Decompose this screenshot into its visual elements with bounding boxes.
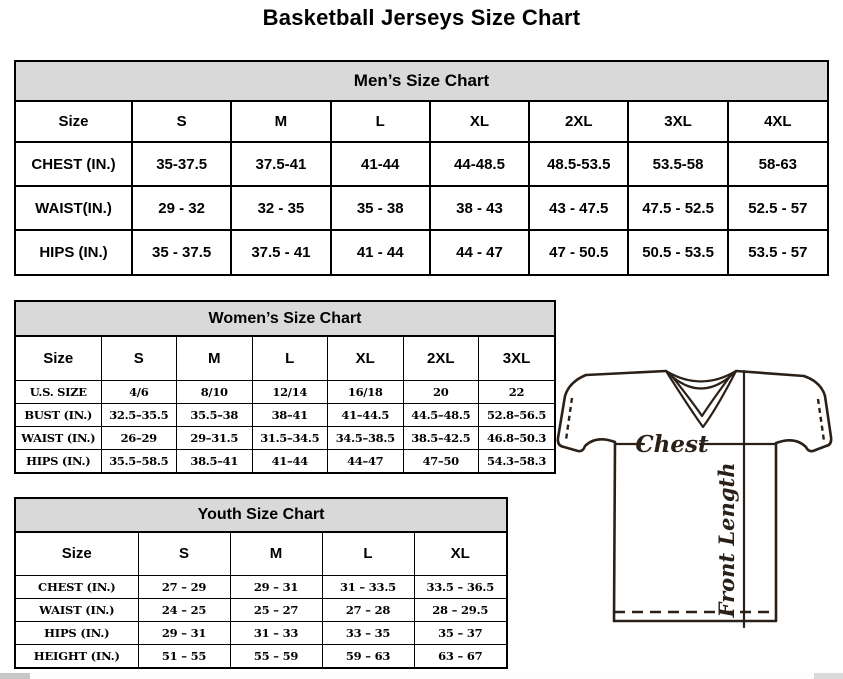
cell-value: 26–29 [101,426,177,449]
cell-value: 25 – 27 [230,598,322,621]
row-label: HIPS (IN.) [16,230,132,274]
cell-value: 46.8–50.3 [479,426,555,449]
jersey-outline [558,371,831,621]
row-label: CHEST (IN.) [16,575,138,598]
cell-value: 29 – 31 [230,575,322,598]
cell-value: 4/6 [101,380,177,403]
jersey-icon [552,358,836,636]
cell-value: 27 – 29 [138,575,230,598]
cell-value: 35 - 38 [331,186,430,230]
column-header: 4XL [728,102,827,142]
cell-value: 33 – 35 [322,621,414,644]
cell-value: 41-44 [331,142,430,186]
cell-value: 41–44 [252,449,328,472]
womens-chart-title: Women’s Size Chart [16,302,554,337]
cell-value: 38–41 [252,403,328,426]
cell-value: 43 - 47.5 [529,186,628,230]
youth-chart-title: Youth Size Chart [16,499,506,533]
row-label: WAIST (IN.) [16,598,138,621]
table-row [16,380,554,403]
table-row [16,403,554,426]
youth-size-chart [14,497,508,669]
cell-value: 44-48.5 [430,142,529,186]
column-header: Size [16,337,101,380]
cell-value: 32.5–35.5 [101,403,177,426]
header-row [16,337,554,380]
cell-value: 33.5 – 36.5 [414,575,506,598]
column-header: M [177,337,253,380]
mens-size-chart [14,60,829,276]
cell-value: 41 - 44 [331,230,430,274]
row-label: BUST (IN.) [16,403,101,426]
table-row [16,142,827,186]
cell-value: 35 – 37 [414,621,506,644]
cell-value: 47–50 [403,449,479,472]
page-title: Basketball Jerseys Size Chart [262,5,581,30]
scrollbar-thumb[interactable] [0,673,30,679]
scrollbar-end-cap [814,673,843,679]
column-header: 3XL [479,337,555,380]
row-label: U.S. SIZE [16,380,101,403]
column-header: 3XL [628,102,727,142]
cell-value: 38 - 43 [430,186,529,230]
front-length-label: Front Length [714,462,739,618]
row-label: HIPS (IN.) [16,449,101,472]
cell-value: 35.5–58.5 [101,449,177,472]
column-header: 2XL [403,337,479,380]
table-row [16,230,827,274]
cell-value: 63 – 67 [414,644,506,667]
table-row [16,186,827,230]
column-header: L [322,533,414,575]
cell-value: 12/14 [252,380,328,403]
cell-value: 44.5–48.5 [403,403,479,426]
cell-value: 8/10 [177,380,253,403]
cell-value: 29–31.5 [177,426,253,449]
cell-value: 35.5–38 [177,403,253,426]
cell-value: 32 - 35 [231,186,330,230]
cell-value: 22 [479,380,555,403]
cell-value: 24 – 25 [138,598,230,621]
cell-value: 35-37.5 [132,142,231,186]
cell-value: 47.5 - 52.5 [628,186,727,230]
column-header: S [101,337,177,380]
cell-value: 50.5 - 53.5 [628,230,727,274]
cell-value: 52.8–56.5 [479,403,555,426]
cell-value: 54.3–58.3 [479,449,555,472]
cell-value: 37.5 - 41 [231,230,330,274]
column-header: XL [328,337,404,380]
column-header: XL [430,102,529,142]
cell-value: 41–44.5 [328,403,404,426]
cell-value: 20 [403,380,479,403]
mens-chart-title: Men’s Size Chart [16,62,827,102]
cell-value: 53.5 - 57 [728,230,827,274]
cell-value: 37.5-41 [231,142,330,186]
column-header: S [138,533,230,575]
cell-value: 35 - 37.5 [132,230,231,274]
cell-value: 44–47 [328,449,404,472]
column-header: L [331,102,430,142]
right-cuff-dashes [818,399,824,441]
column-header: XL [414,533,506,575]
womens-size-table [16,337,554,472]
cell-value: 53.5-58 [628,142,727,186]
cell-value: 28 – 29.5 [414,598,506,621]
table-row [16,644,506,667]
cell-value: 58-63 [728,142,827,186]
table-row [16,449,554,472]
column-header: M [231,102,330,142]
table-row [16,426,554,449]
cell-value: 27 – 28 [322,598,414,621]
cell-value: 38.5–42.5 [403,426,479,449]
cell-value: 16/18 [328,380,404,403]
cell-value: 34.5–38.5 [328,426,404,449]
row-label: HIPS (IN.) [16,621,138,644]
horizontal-scrollbar[interactable] [0,672,843,679]
cell-value: 29 - 32 [132,186,231,230]
cell-value: 52.5 - 57 [728,186,827,230]
cell-value: 55 – 59 [230,644,322,667]
cell-value: 31 – 33.5 [322,575,414,598]
row-label: WAIST(IN.) [16,186,132,230]
column-header: M [230,533,322,575]
left-cuff-dashes [566,398,572,440]
row-label: WAIST (IN.) [16,426,101,449]
cell-value: 59 – 63 [322,644,414,667]
row-label: HEIGHT (IN.) [16,644,138,667]
table-row [16,598,506,621]
column-header: S [132,102,231,142]
header-row [16,533,506,575]
cell-value: 31 – 33 [230,621,322,644]
cell-value: 29 – 31 [138,621,230,644]
jersey-measurement-diagram [552,358,836,636]
column-header: Size [16,533,138,575]
row-label: CHEST (IN.) [16,142,132,186]
cell-value: 44 - 47 [430,230,529,274]
cell-value: 47 - 50.5 [529,230,628,274]
cell-value: 51 – 55 [138,644,230,667]
cell-value: 48.5-53.5 [529,142,628,186]
column-header: Size [16,102,132,142]
cell-value: 38.5–41 [177,449,253,472]
table-row [16,575,506,598]
header-row [16,102,827,142]
column-header: 2XL [529,102,628,142]
chest-label: Chest [635,431,709,458]
column-header: L [252,337,328,380]
youth-size-table [16,533,506,667]
cell-value: 31.5–34.5 [252,426,328,449]
womens-size-chart [14,300,556,474]
table-row [16,621,506,644]
mens-size-table [16,102,827,274]
